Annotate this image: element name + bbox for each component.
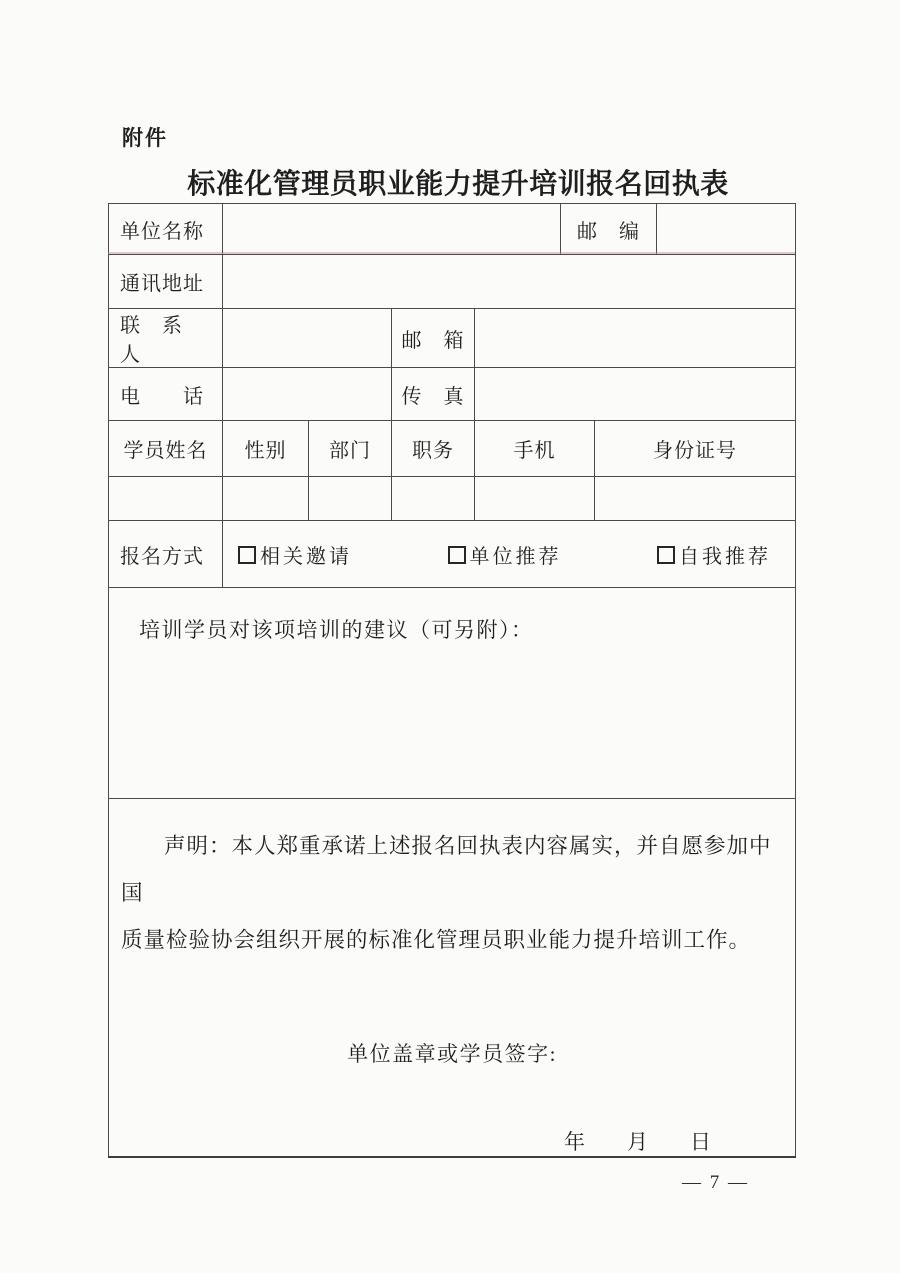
suggestion-input-cell[interactable] — [109, 588, 796, 799]
fax-label: 传 真 — [392, 368, 475, 421]
registration-form-table — [108, 203, 796, 1158]
registration-options — [223, 540, 795, 569]
checkbox-invitation-icon[interactable] — [238, 546, 256, 564]
gender-header: 性别 — [223, 421, 309, 477]
student-entry-row — [109, 477, 796, 521]
registration-options-cell — [223, 521, 796, 588]
mobile-header: 手机 — [475, 421, 595, 477]
option-unit-recommendation — [448, 540, 562, 569]
postal-code-label: 邮 编 — [561, 204, 657, 255]
email-label: 邮 箱 — [392, 309, 475, 368]
date-line: 年 月 日 — [564, 1130, 711, 1154]
mobile-input-cell[interactable] — [475, 477, 595, 521]
department-input-cell[interactable] — [309, 477, 392, 521]
phone-row — [109, 368, 796, 421]
unit-name-label: 单位名称 — [109, 204, 223, 255]
address-label: 通讯地址 — [109, 255, 223, 309]
id-number-header: 身份证号 — [595, 421, 796, 477]
checkbox-unit-recommendation-icon[interactable] — [448, 546, 466, 564]
signature-label: 单位盖章或学员签字: — [347, 1042, 557, 1066]
contact-person-input-cell[interactable] — [223, 309, 392, 368]
contact-person-label: 联 系 人 — [109, 309, 223, 368]
option-self-recommendation-label: 自我推荐 — [679, 545, 771, 568]
declaration-text — [121, 823, 785, 964]
checkbox-self-recommendation-icon[interactable] — [657, 546, 675, 564]
declaration-cell — [109, 799, 796, 1158]
registration-method-label: 报名方式 — [109, 521, 223, 588]
option-invitation — [238, 540, 352, 569]
declaration-line-2: 质量检验协会组织开展的标准化管理员职业能力提升培训工作。 — [121, 928, 752, 952]
option-self-recommendation — [657, 540, 771, 569]
address-row — [109, 255, 796, 309]
department-header: 部门 — [309, 421, 392, 477]
option-unit-recommendation-label: 单位推荐 — [469, 545, 562, 568]
unit-name-row — [109, 204, 796, 255]
gender-input-cell[interactable] — [223, 477, 309, 521]
id-number-input-cell[interactable] — [595, 477, 796, 521]
email-input-cell[interactable] — [475, 309, 796, 368]
position-header: 职务 — [392, 421, 475, 477]
position-input-cell[interactable] — [392, 477, 475, 521]
page-title: 标准化管理员职业能力提升培训报名回执表 — [187, 169, 729, 200]
contact-row — [109, 309, 796, 368]
declaration-line-1: 声明：本人郑重承诺上述报名回执表内容属实，并自愿参加中国 — [121, 834, 772, 905]
student-header-row — [109, 421, 796, 477]
unit-name-input-cell[interactable] — [223, 204, 561, 255]
page-number: — 7 — — [682, 1172, 749, 1193]
attachment-label: 附件 — [122, 127, 168, 150]
postal-code-input-cell[interactable] — [657, 204, 796, 255]
declaration-row — [109, 799, 796, 1158]
registration-method-row — [109, 521, 796, 588]
student-name-input-cell[interactable] — [109, 477, 223, 521]
suggestion-prompt: 培训学员对该项培训的建议（可另附）： — [139, 618, 534, 642]
student-name-header: 学员姓名 — [109, 421, 223, 477]
address-input-cell[interactable] — [223, 255, 796, 309]
option-invitation-label: 相关邀请 — [260, 545, 352, 568]
phone-label: 电 话 — [109, 368, 223, 421]
suggestion-row — [109, 588, 796, 799]
phone-input-cell[interactable] — [223, 368, 392, 421]
fax-input-cell[interactable] — [475, 368, 796, 421]
